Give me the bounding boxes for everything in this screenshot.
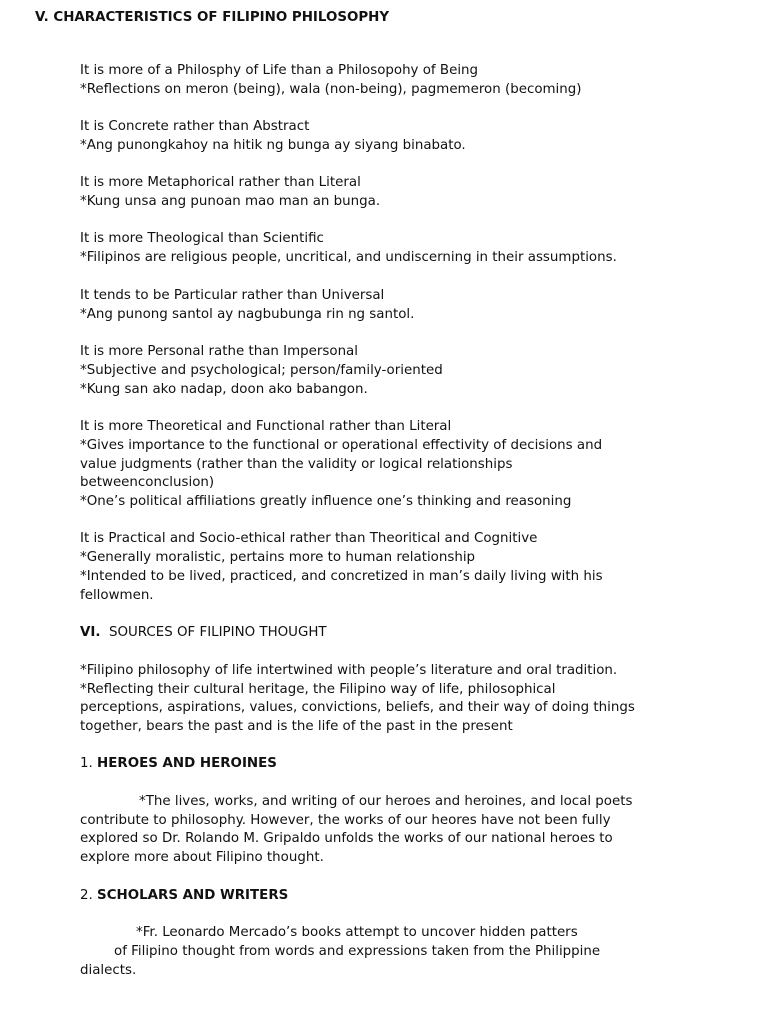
characteristic-detail: *Gives importance to the functional or operational effectivity of decisions and xyxy=(80,438,603,453)
subsection-title: SCHOLARS AND WRITERS xyxy=(97,888,289,903)
subsection-heading-heroes xyxy=(80,755,277,773)
characteristic-detail: *One’s political affiliations greatly influence one’s thinking and reasoning xyxy=(80,494,572,509)
section-vi-intro-line: *Reflecting their cultural heritage, the Filipino way of life, philosophical xyxy=(80,682,556,697)
subsection-text-line: *The lives, works, and writing of our heroes and heroines, and local poets xyxy=(139,794,633,809)
subsection-text-line: *Fr. Leonardo Mercado’s books attempt to uncover hidden patters xyxy=(136,925,578,940)
section-vi-title: SOURCES OF FILIPINO THOUGHT xyxy=(108,625,327,640)
section-vi-intro-line: together, bears the past and is the life of the past in the present xyxy=(80,719,513,734)
characteristic-heading: It tends to be Particular rather than Universal xyxy=(80,288,385,303)
characteristic-detail: *Generally moralistic, pertains more to human relationship xyxy=(80,550,476,565)
subsection-text-line: contribute to philosophy. However, the works of our heores have not been fully xyxy=(80,813,611,828)
subsection-text-line: explored so Dr. Rolando M. Gripaldo unfolds the works of our national heroes to xyxy=(80,831,613,846)
characteristic-heading: It is Practical and Socio-ethical rather than Theoritical and Cognitive xyxy=(80,531,538,546)
characteristic-detail: betweenconclusion) xyxy=(80,475,215,490)
section-vi-heading xyxy=(80,624,327,642)
characteristic-heading: It is more Personal rathe than Impersonal xyxy=(80,344,358,359)
section-v-heading: V. CHARACTERISTICS OF FILIPINO PHILOSOPHY xyxy=(35,10,390,25)
characteristic-detail: *Kung san ako nadap, doon ako babangon. xyxy=(80,382,368,397)
characteristic-detail: *Reflections on meron (being), wala (non-being), pagmemeron (becoming) xyxy=(80,82,582,97)
characteristic-detail: value judgments (rather than the validity or logical relationships xyxy=(80,457,513,472)
section-vi-intro-line: *Filipino philosophy of life intertwined with people’s literature and oral tradition. xyxy=(80,663,618,678)
subsection-number: 2. xyxy=(80,888,93,903)
characteristic-heading: It is Concrete rather than Abstract xyxy=(80,119,310,134)
characteristic-heading: It is more Metaphorical rather than Literal xyxy=(80,175,361,190)
characteristic-heading: It is more Theological than Scientific xyxy=(80,231,324,246)
characteristic-detail: *Intended to be lived, practiced, and concretized in man’s daily living with his xyxy=(80,569,603,584)
subsection-number: 1. xyxy=(80,756,93,771)
characteristic-detail: fellowmen. xyxy=(80,588,154,603)
characteristic-detail: *Subjective and psychological; person/family-oriented xyxy=(80,363,443,378)
characteristic-heading: It is more Theoretical and Functional rather than Literal xyxy=(80,419,452,434)
characteristic-detail: *Ang punong santol ay nagbubunga rin ng santol. xyxy=(80,307,415,322)
characteristic-detail: *Kung unsa ang punoan mao man an bunga. xyxy=(80,194,381,209)
section-vi-number: VI. xyxy=(80,625,101,640)
characteristic-detail: *Ang punongkahoy na hitik ng bunga ay siyang binabato. xyxy=(80,138,466,153)
subsection-text-line: dialects. xyxy=(80,963,137,978)
characteristic-heading: It is more of a Philosphy of Life than a Philosopohy of Being xyxy=(80,63,479,78)
subsection-text-line: of Filipino thought from words and expressions taken from the Philippine xyxy=(114,944,601,959)
section-vi-intro-line: perceptions, aspirations, values, convictions, beliefs, and their way of doing things xyxy=(80,700,635,715)
subsection-text-line: explore more about Filipino thought. xyxy=(80,850,324,865)
characteristic-detail: *Filipinos are religious people, uncritical, and undiscerning in their assumptions. xyxy=(80,250,617,265)
subsection-heading-scholars xyxy=(80,887,288,905)
subsection-title: HEROES AND HEROINES xyxy=(97,756,277,771)
